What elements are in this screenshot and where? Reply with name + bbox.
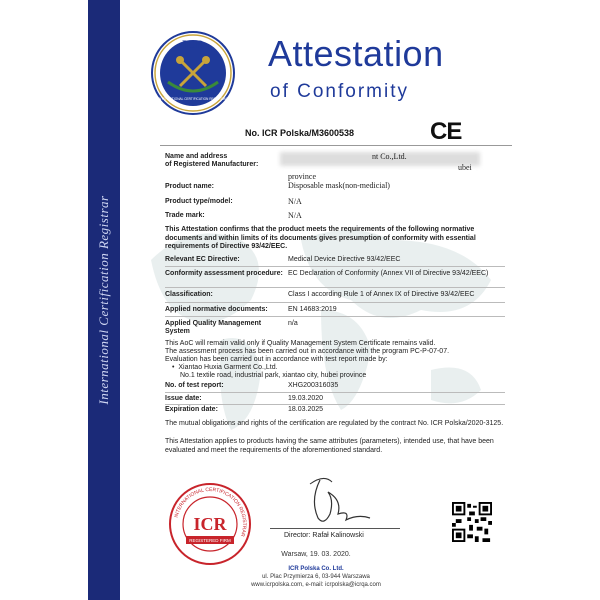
qr-code (452, 502, 492, 542)
quality-label: Applied Quality Management System (165, 320, 262, 335)
divider (165, 316, 505, 317)
classification-label: Classification: (165, 291, 213, 298)
test-report-label: No. of test report: (165, 382, 224, 389)
assessment-value: EC Declaration of Conformity (Annex VII of Directive 93/42/EEC) (288, 270, 489, 277)
assessment-label: Conformity assessment procedure: (165, 270, 283, 277)
logo-text: ICR (181, 37, 205, 51)
stamp-bottom-text: REGISTERED FIRM (189, 538, 231, 543)
classification-value: Class I according Rule 1 of Annex IX of Directive 93/42/EEC (288, 291, 475, 298)
bullet-list-item: • Xiantao Huxia Garment Co.,Ltd. (172, 364, 278, 371)
contract-paragraph: The mutual obligations and rights of the certification are regulated by the contract No. ICR Polska/2020-3125. (165, 420, 504, 427)
test-report-value: XHG200316035 (288, 382, 339, 389)
footer-company: ICR Polska Co. Ltd. (288, 566, 344, 572)
expiration-date-label: Expiration date: (165, 406, 218, 413)
logo-caption: INTERNATIONAL CERTIFICATION REGISTRAR (158, 97, 228, 101)
issue-date-label: Issue date: (165, 395, 202, 402)
certificate-page (120, 0, 512, 600)
divider (165, 266, 505, 267)
manufacturer-label: Name and address of Registered Manufacturer: (165, 153, 259, 168)
validity-line: Evaluation has been carried out in accordance with test report made by: (165, 356, 388, 363)
footer-contact: www.icrpolska.com, e-mail: icrpolska@icrqa.com (251, 582, 381, 588)
stamp-ring-text: INTERNATIONAL CERTIFICATION REGISTRAR (173, 486, 248, 538)
director-name: Director: Rafał Kalinowski (284, 532, 364, 539)
manufacturer-value: ubei (458, 163, 472, 172)
divider (165, 287, 505, 288)
divider (160, 145, 512, 146)
lab-address: No.1 textile road, industrial park, xiantao city, hubei province (180, 372, 367, 379)
ce-mark: CE (430, 118, 462, 145)
validity-line: This AoC will remain valid only if Quality Management System Certificate remains valid. (165, 340, 436, 347)
product-type-value: N/A (288, 197, 302, 206)
trade-mark-label: Trade mark: (165, 212, 205, 219)
normative-label: Applied normative documents: (165, 306, 268, 313)
normative-value: EN 14683:2019 (288, 306, 337, 313)
signature (280, 470, 390, 528)
issue-date-value: 19.03.2020 (288, 395, 324, 402)
applies-paragraph: This Attestation applies to products having the same attributes (parameters), intended use, that have been evaluated and meet the requirements of the aforementioned standard. (165, 438, 494, 454)
side-banner-text: International Certification Registrar (96, 195, 111, 405)
trade-mark-value: N/A (288, 211, 302, 220)
expiration-date-value: 18.03.2025 (288, 406, 324, 413)
document-subtitle: of Conformity (270, 81, 409, 102)
side-banner (88, 0, 120, 600)
divider (165, 404, 505, 405)
validity-line: The assessment process has been carried out in accordance with the program PC-P-07-07. (165, 348, 450, 355)
divider (165, 392, 505, 393)
document-title: Attestation (268, 33, 444, 74)
quality-value: n/a (288, 320, 298, 327)
certificate-number: No. ICR Polska/M3600538 (245, 128, 355, 138)
manufacturer-value: nt Co.,Ltd. (372, 152, 407, 161)
divider (165, 302, 505, 303)
product-name-label: Product name: (165, 183, 215, 190)
directive-value: Medical Device Directive 93/42/EEC (288, 256, 401, 263)
statement-paragraph: This Attestation confirms that the product meets the requirements of the following normative documents and within limits of its documents gives presumption of conformity with essential requirements of Directive 93/42/EEC. (165, 226, 476, 250)
lab-name: Xiantao Huxia Garment Co.,Ltd. (178, 364, 278, 371)
signature-line (270, 528, 400, 529)
place-date: Warsaw, 19. 03. 2020. (281, 551, 351, 558)
icr-logo (150, 30, 236, 116)
product-type-label: Product type/model: (165, 198, 233, 205)
product-name-value: Disposable mask(non-medicial) (288, 181, 390, 190)
manufacturer-value: province (288, 172, 316, 181)
footer-address: ul. Plac Przymierza 6, 03-944 Warszawa (262, 574, 370, 580)
directive-label: Relevant EC Directive: (165, 256, 240, 263)
stamp-text: ICR (193, 514, 227, 534)
